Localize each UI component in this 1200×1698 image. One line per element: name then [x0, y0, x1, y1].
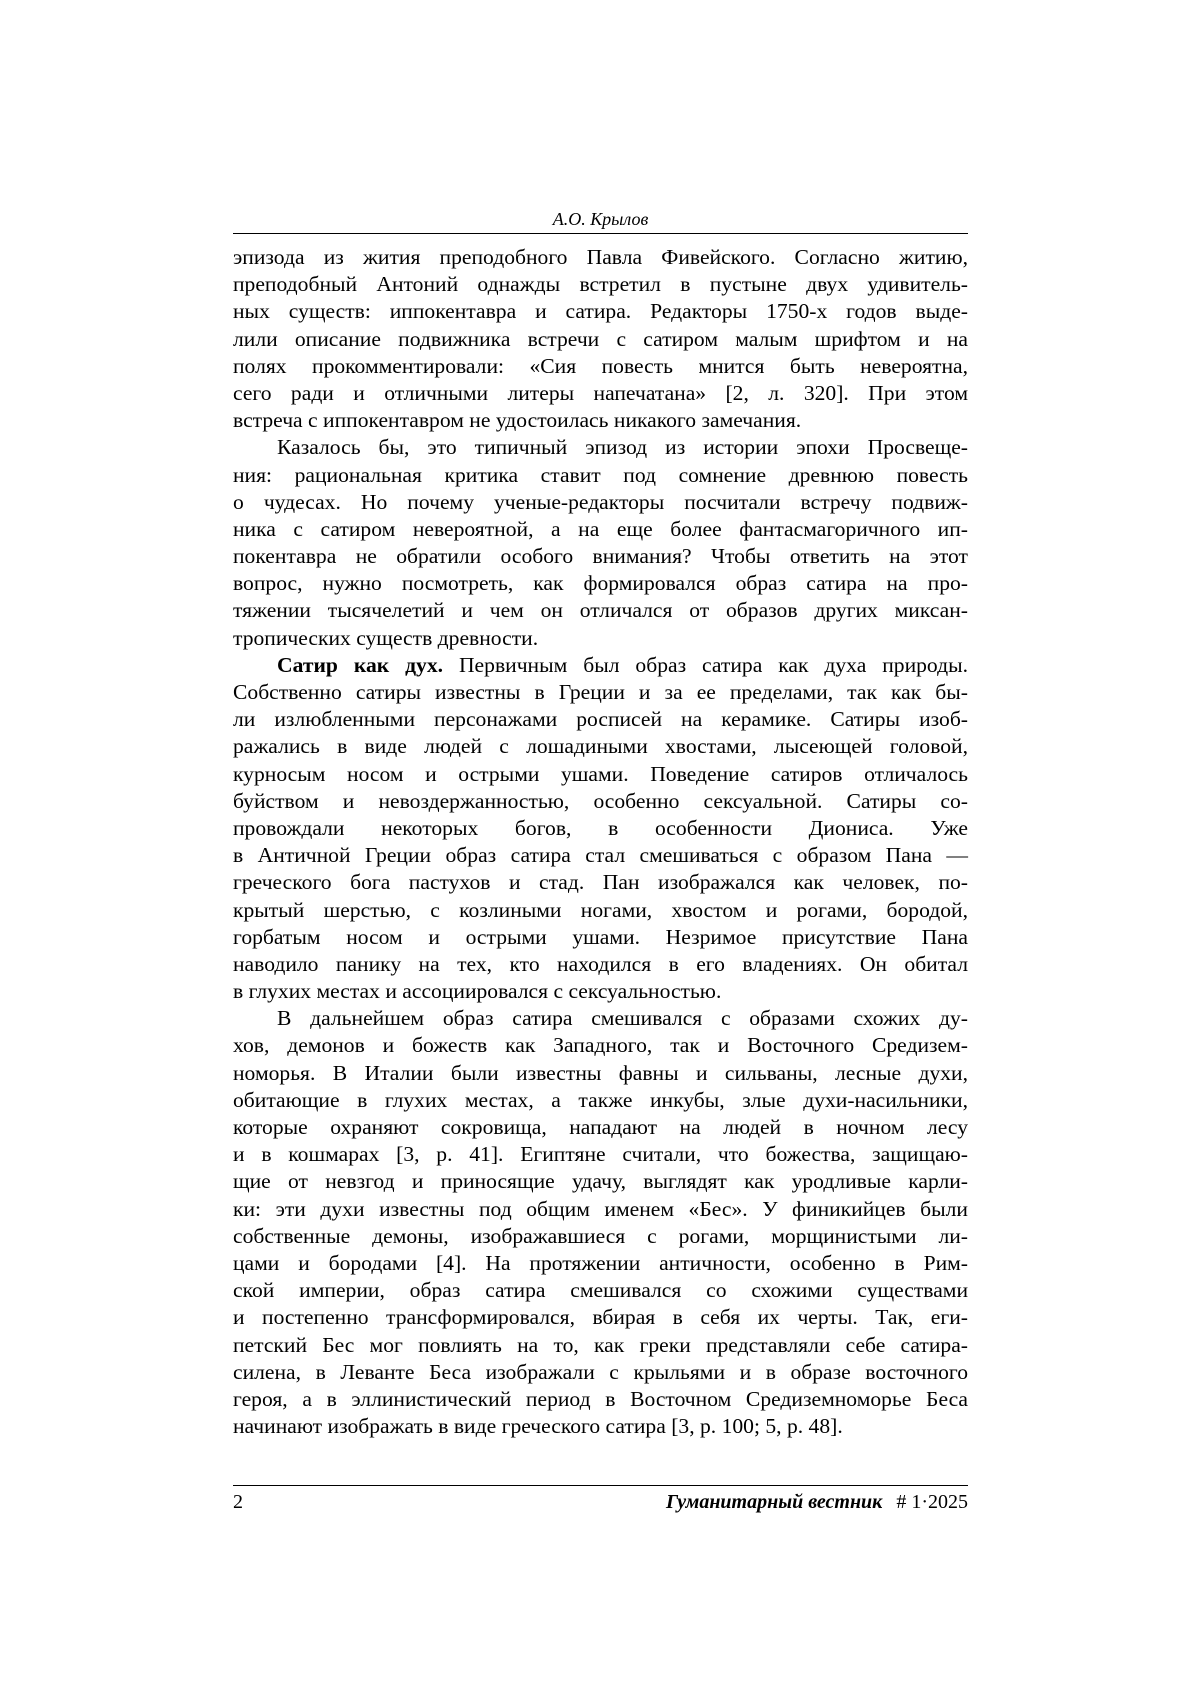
text-line: сего ради и отличными литеры напечатана» [2, л. 320]. При этом — [233, 380, 968, 405]
text-line: курносым носом и острыми ушами. Поведение сатиров отличалось — [233, 761, 968, 786]
article-body — [233, 244, 968, 1440]
text-line: и постепенно трансформировался, вбирая в себя их черты. Так, еги- — [233, 1305, 968, 1330]
text-line: горбатым носом и острыми ушами. Незримое присутствие Пана — [233, 924, 968, 949]
text-line: обитающие в глухих местах, а также инкубы, злые духи-насильники, — [233, 1087, 968, 1112]
text-line: хов, демонов и божеств как Западного, так и Восточного Средизем- — [233, 1033, 968, 1058]
text-line: В дальнейшем образ сатира смешивался с образами схожих ду- — [277, 1006, 968, 1031]
text-line: которые охраняют сокровища, нападают на людей в ночном лесу — [233, 1115, 968, 1139]
text-line: тяжении тысячелетий и чем он отличался от образов других миксан- — [233, 598, 968, 623]
section-heading-run-in: Сатир как дух. — [277, 652, 444, 677]
text-line: ния: рациональная критика ставит под сомнение древнюю повесть — [233, 462, 968, 487]
journal-issue: # 1·2025 — [896, 1491, 968, 1513]
text-line: лили описание подвижника встречи с сатиром малым шрифтом и на — [233, 326, 968, 351]
text-line: провождали некоторых богов, в особенности Диониса. Уже — [233, 815, 968, 840]
text-fragment: Первичным был образ сатира как духа природы. — [443, 652, 968, 677]
header-rule — [233, 233, 968, 234]
text-line: Собственно сатиры известны в Греции и за ее пределами, так как бы- — [233, 680, 968, 704]
running-head-author: А.О. Крылов — [552, 209, 649, 229]
text-line: ской империи, образ сатира смешивался со схожими существами — [233, 1278, 968, 1303]
footer-rule — [233, 1485, 968, 1486]
text-line: цами и бородами [4]. На протяжении античности, особенно в Рим- — [233, 1250, 968, 1275]
page-number: 2 — [233, 1491, 243, 1513]
text-line: греческого бога пастухов и стад. Пан изображался как человек, по- — [233, 870, 968, 895]
text-line: ли излюбленными персонажами росписей на керамике. Сатиры изоб- — [233, 707, 968, 732]
text-line: и в кошмарах [3, p. 41]. Египтяне считали, что божества, защищаю- — [233, 1142, 968, 1167]
text-line: в Античной Греции образ сатира стал смешиваться с образом Пана — — [233, 843, 968, 868]
text-line: крытый шерстью, с козлиными ногами, хвостом и рогами, бородой, — [233, 897, 968, 922]
text-line: эпизода из жития преподобного Павла Фивейского. Согласно житию, — [233, 245, 968, 269]
text-line: вопрос, нужно посмотреть, как формировался образ сатира на про- — [233, 571, 968, 596]
text-line: покентавра не обратили особого внимания? Чтобы ответить на этот — [233, 544, 968, 569]
text-line: номорья. В Италии были известны фавны и сильваны, лесные духи, — [233, 1060, 968, 1085]
section-first-line — [233, 652, 968, 679]
text-line: ражались в виде людей с лошадиными хвостами, лысеющей головой, — [233, 734, 968, 759]
journal-name: Гуманитарный вестник — [666, 1491, 883, 1513]
text-line: ных существ: иппокентавра и сатира. Редакторы 1750-х годов выде- — [233, 299, 968, 324]
text-line: начинают изображать в виде греческого сатира [3, p. 100; 5, p. 48]. — [233, 1414, 843, 1439]
text-line: наводило панику на тех, кто находился в его владениях. Он обитал — [233, 951, 968, 976]
text-line: встреча с иппокентавром не удостоилась никакого замечания. — [233, 408, 802, 433]
text-line: в глухих местах и ассоциировался с сексуальностью. — [233, 979, 722, 1004]
text-line: ника с сатиром невероятной, а на еще более фантасмагоричного ип- — [233, 516, 968, 541]
text-line: щие от невзгод и приносящие удачу, выглядят как уродливые карли- — [233, 1169, 968, 1194]
text-line: буйством и невоздержанностью, особенно сексуальной. Сатиры со- — [233, 788, 968, 813]
text-line: Казалось бы, это типичный эпизод из истории эпохи Просвеще- — [277, 435, 968, 460]
text-line: героя, а в эллинистический период в Восточном Средиземноморье Беса — [233, 1386, 968, 1411]
text-line: собственные демоны, изображавшиеся с рогами, морщинистыми ли- — [233, 1223, 968, 1248]
text-line: петский Бес мог повлиять на то, как греки представляли себе сатира- — [233, 1332, 968, 1357]
text-line: преподобный Антоний однажды встретил в пустыне двух удивитель- — [233, 272, 968, 297]
text-line: ки: эти духи известны под общим именем «Бес». У финикийцев были — [233, 1196, 968, 1221]
text-line: о чудесах. Но почему ученые-редакторы посчитали встречу подвиж- — [233, 489, 968, 514]
text-line: силена, в Леванте Беса изображали с крыльями и в образе восточного — [233, 1359, 968, 1384]
text-line: тропических существ древности. — [233, 625, 539, 650]
journal-footer — [666, 1490, 968, 1514]
text-line: полях прокомментировали: «Сия повесть мнится быть невероятна, — [233, 353, 968, 378]
